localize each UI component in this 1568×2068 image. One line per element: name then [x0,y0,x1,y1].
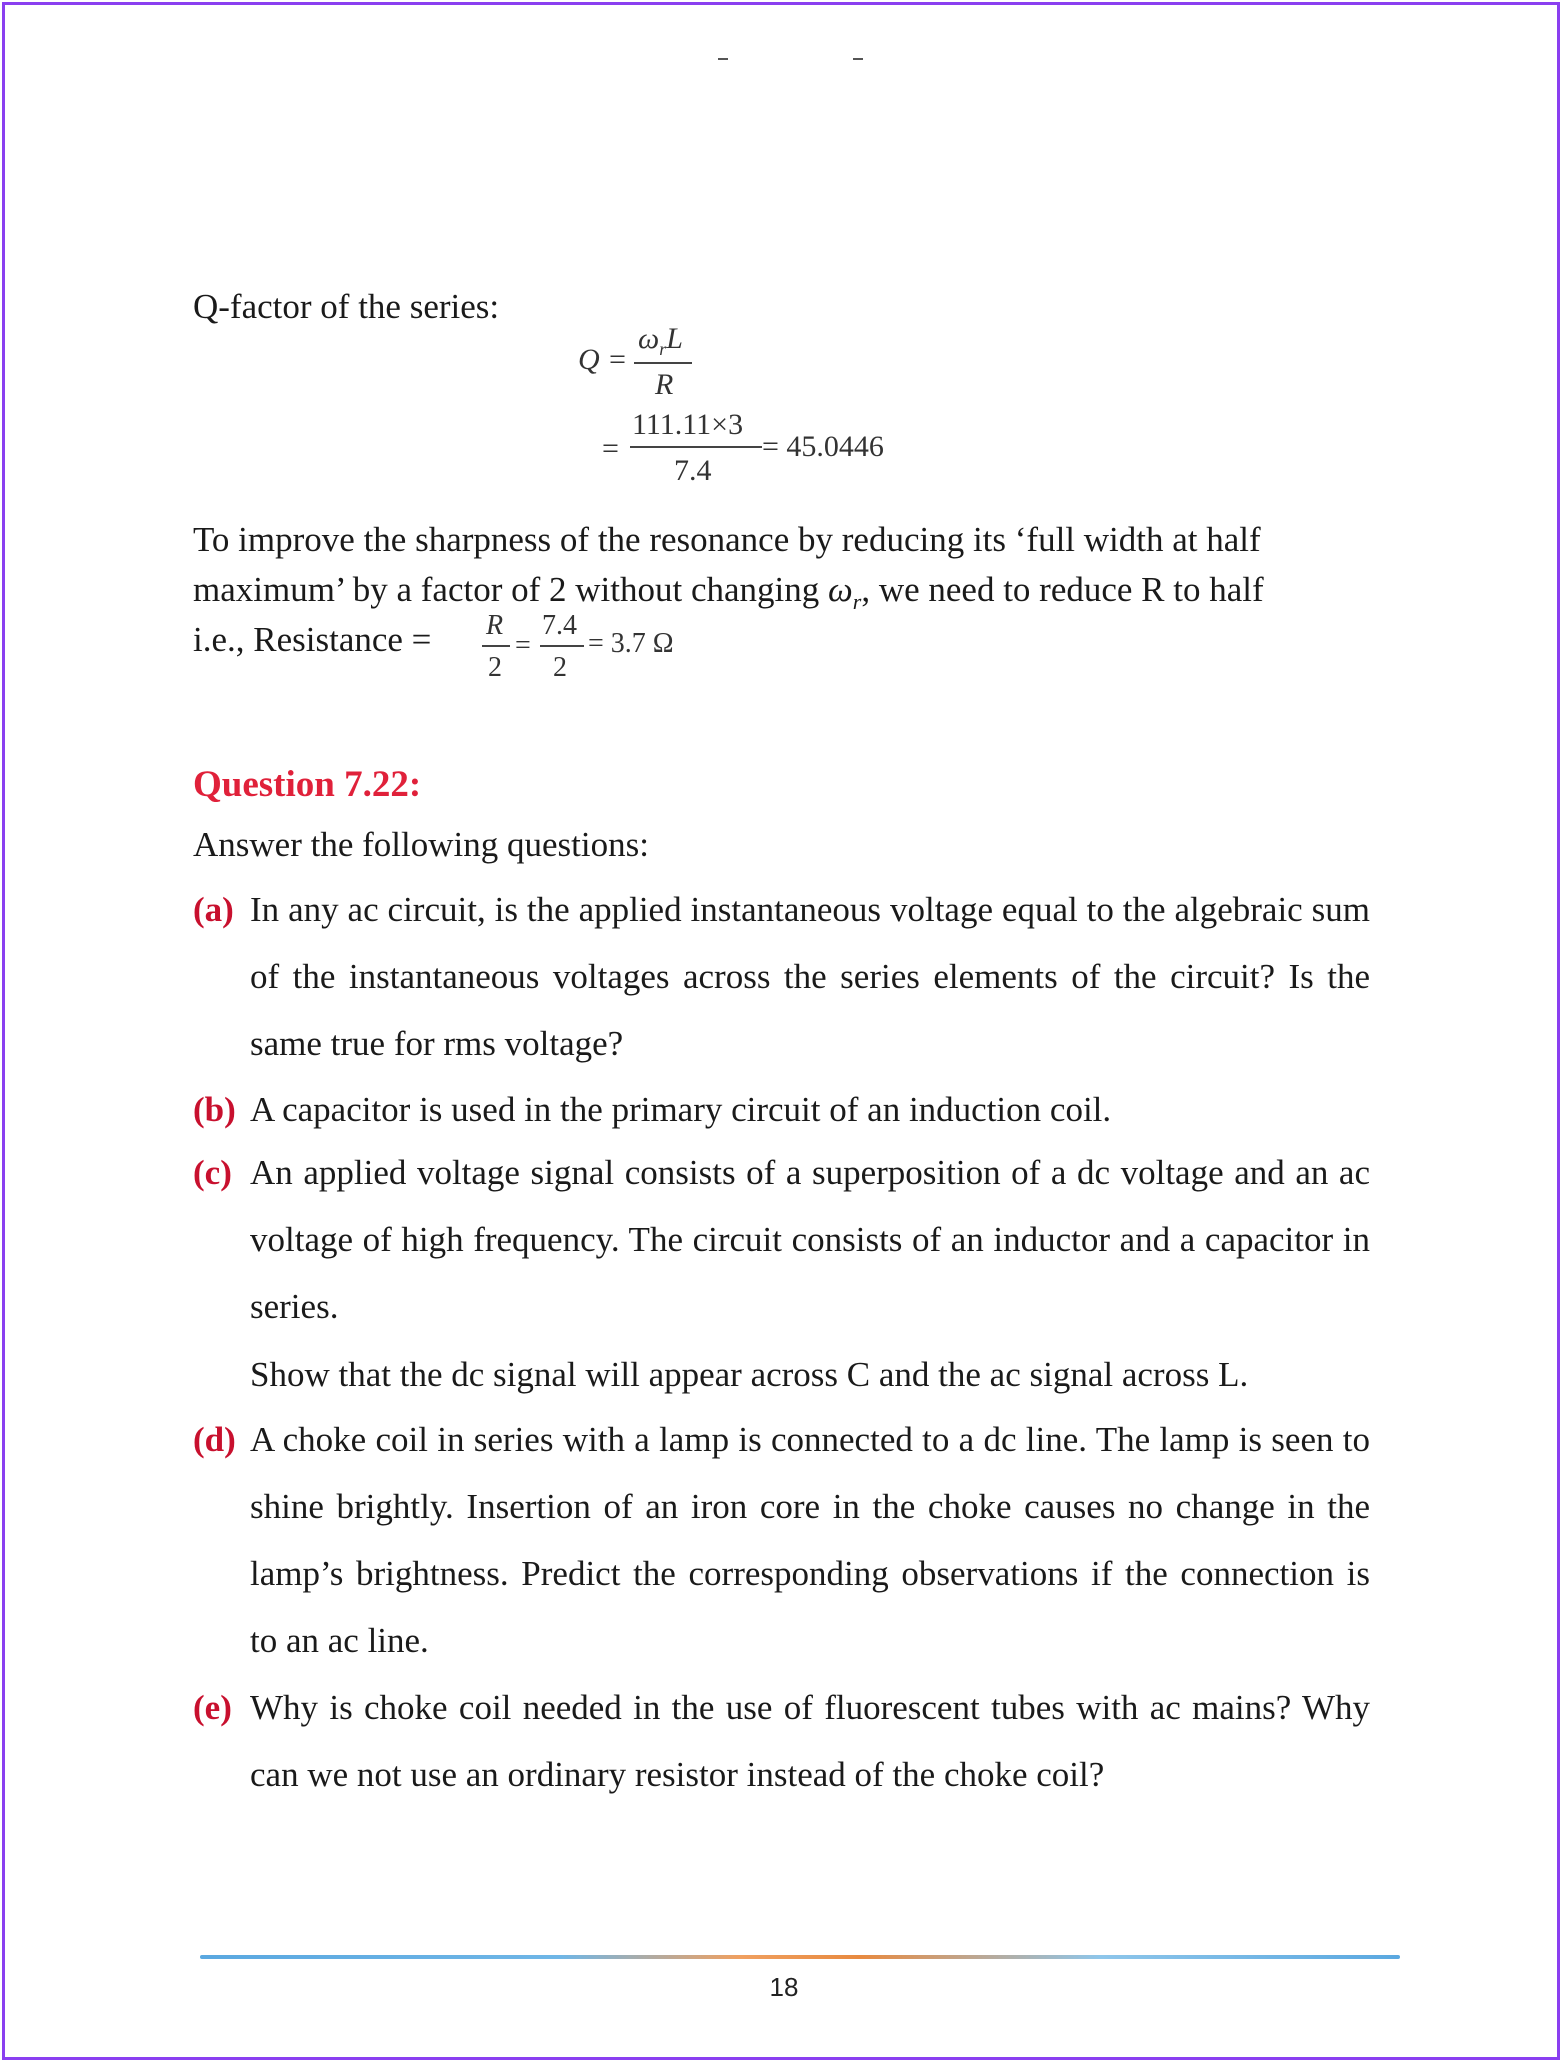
question-heading: Question 7.22: [193,764,422,805]
q-step2-numerator: 111.11×3 [632,408,744,441]
page-number: 18 [769,1972,799,2002]
footer-divider [200,1955,1400,1959]
item-label-c: (c) [193,1153,232,1192]
paragraph-line-1: To improve the sharpness of the resonance by reducing its ‘full width at half [193,520,1261,559]
res-eq1: = [515,630,531,661]
q-denominator: R [655,368,674,401]
fraction-bar [540,645,584,647]
resistance-label: i.e., Resistance = [193,620,432,659]
header-mark [853,58,863,60]
item-label-e: (e) [193,1688,232,1727]
res-result: = 3.7 Ω [588,628,674,659]
res-num1: R [486,610,504,641]
q-factor-intro: Q-factor of the series: [193,287,500,326]
header-mark [718,58,728,60]
item-label-d: (d) [193,1420,236,1459]
fraction-bar [482,645,510,647]
item-text-b: A capacitor is used in the primary circuit of an induction coil. [250,1090,1112,1129]
q-numerator: $\omega_rL$ [638,322,683,359]
q-lhs: Q = [578,343,628,376]
paragraph-line-2: maximum’ by a factor of 2 without changing $\omega_r$, we need to reduce R to half [193,570,1264,614]
q-step2-denominator: 7.4 [674,454,712,487]
item-text-e: Why is choke coil needed in the use of fluorescent tubes with ac mains? Why can we not use an ordinary resistor instead of the choke coil? [250,1688,1370,1794]
q-step2-eq: = [602,432,619,465]
question-intro: Answer the following questions: [193,825,649,864]
omega-r: $\omega_r$ [828,570,862,614]
fraction-bar [630,446,762,448]
item-label-b: (b) [193,1090,236,1129]
item-label-a: (a) [193,890,234,929]
item-text-a: In any ac circuit, is the applied instantaneous voltage equal to the algebraic sum of the instantaneous voltages across the series elements of the circuit? Is the same true for rms voltage? [250,890,1370,1063]
item-text-d: A choke coil in series with a lamp is connected to a dc line. The lamp is seen to shine brightly. Insertion of an iron core in the choke causes no change in the lamp’s brightness. Predict the corresponding observations if the connection is to an ac line. [250,1420,1370,1660]
item-text-c: An applied voltage signal consists of a superposition of a dc voltage and an ac voltage of high frequency. The circuit consists of an inductor and a capacitor in series. [250,1153,1370,1326]
res-num2: 7.4 [542,610,577,641]
q-step2-result: = 45.0446 [762,430,884,463]
res-den1: 2 [488,652,502,683]
item-extra-c: Show that the dc signal will appear across C and the ac signal across L. [250,1355,1249,1394]
res-den2: 2 [553,652,567,683]
fraction-bar [634,362,692,364]
